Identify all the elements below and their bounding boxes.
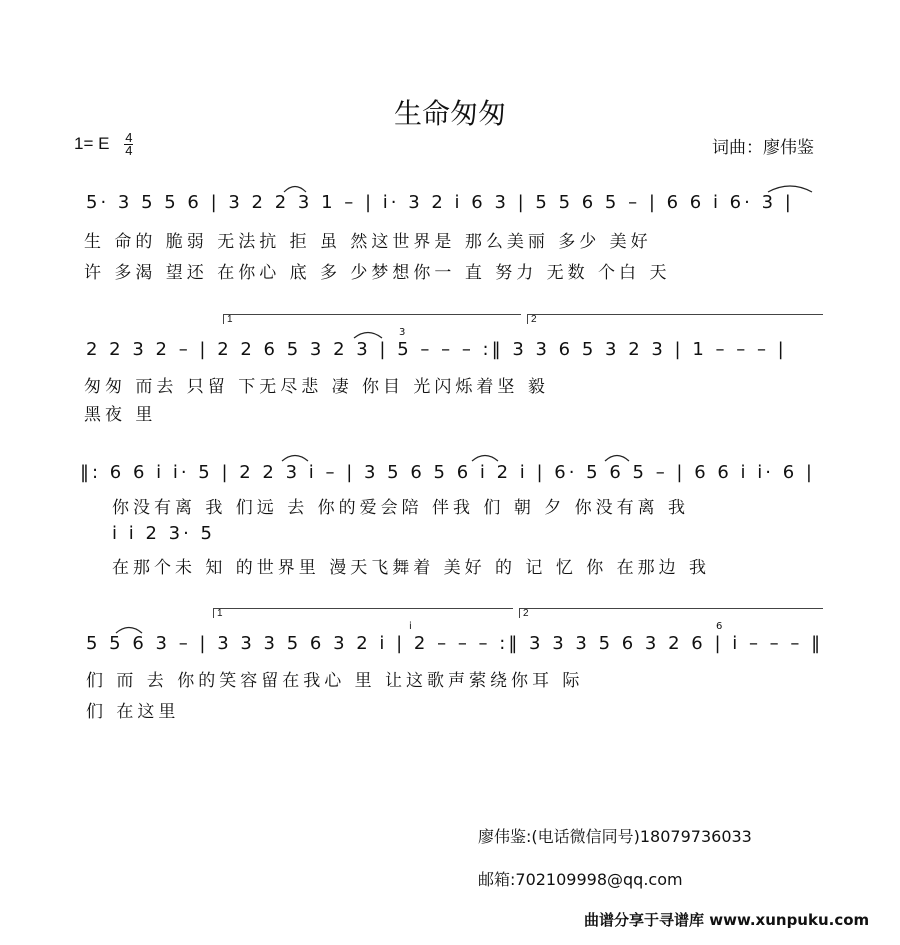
email-info: 邮箱:702109998@qq.com [478,870,683,889]
tie-2 [768,186,812,192]
tie-7 [116,628,142,634]
volta-label-2: 2 [531,314,537,325]
tie-3 [354,333,382,339]
site-credit: 曲谱分享于寻谱库 www.xunpuku.com [584,911,870,929]
volta-label-4: 2 [523,608,529,619]
system-3-lyrics-verse-2: 在那个未 知 的世界里 漫天飞舞着 美好 的 记 忆 你 在那边 我 [112,558,711,578]
song-title: 生命匆匆 [393,97,506,130]
time-signature-top: 4 [125,130,133,145]
contact-info: 廖伟鉴:(电话微信同号)18079736033 [478,827,752,846]
grace-note-3: 6 [716,621,723,632]
tie-5 [472,456,498,462]
system-1-lyrics-verse-1: 生 命的 脆弱 无法抗 拒 虽 然这世界是 那么美丽 多少 美好 [84,232,652,252]
system-1-lyrics-verse-2: 许 多渴 望还 在你心 底 多 少梦想你一 直 努力 无数 个白 天 [84,263,671,283]
volta-label-3: 1 [217,608,223,619]
system-2-lyrics-verse-1: 匆匆 而去 只留 下无尽悲 凄 你目 光闪烁着坚 毅 [84,377,549,397]
system-3-alt-notation: i i 2 3· 5 [112,523,215,544]
system-2-notation: 2 2 3 2 – | 2 2 6 5 3 2 3 | 5 – – – :‖ 3 3 6 5 3 2 3 | 1 – – – | [86,339,787,360]
tie-4 [282,456,308,462]
tie-6 [605,456,629,462]
system-4-lyrics-verse-2: 们 在这里 [86,702,180,722]
grace-note-1: 3 [399,327,406,338]
system-4-notation: 5 5 6 3 – | 3 3 3 5 6 3 2 i | 2 – – – :‖ 3 3 3 5 6 3 2 6 | i – – – ‖ [86,633,824,654]
system-1-notation: 5· 3 5 5 6 | 3 2 2 3 1 – | i· 3 2 i 6 3 | 5 5 6 5 – | 6 6 i 6· 3 | [86,192,794,213]
system-3-lyrics-verse-1: 你没有离 我 们远 去 你的爱会陪 伴我 们 朝 夕 你没有离 我 [112,498,690,518]
author-credit: 词曲：廖伟鉴 [712,138,814,158]
system-4-lyrics-verse-1: 们 而 去 你的笑容留在我心 里 让这歌声萦绕你耳 际 [86,671,584,691]
grace-note-2: i [409,621,412,632]
system-3-notation: ‖: 6 6 i i· 5 | 2 2 3 i – | 3 5 6 5 6 i 2 i | 6· 5 6 5 – | 6 6 i i· 6 | [80,462,815,483]
system-2-lyrics-verse-2: 黑夜 里 [84,405,157,425]
key-label: 1= E [74,133,110,153]
time-signature-bottom: 4 [125,143,133,158]
tie-1 [284,187,306,193]
volta-label-1: 1 [227,314,233,325]
